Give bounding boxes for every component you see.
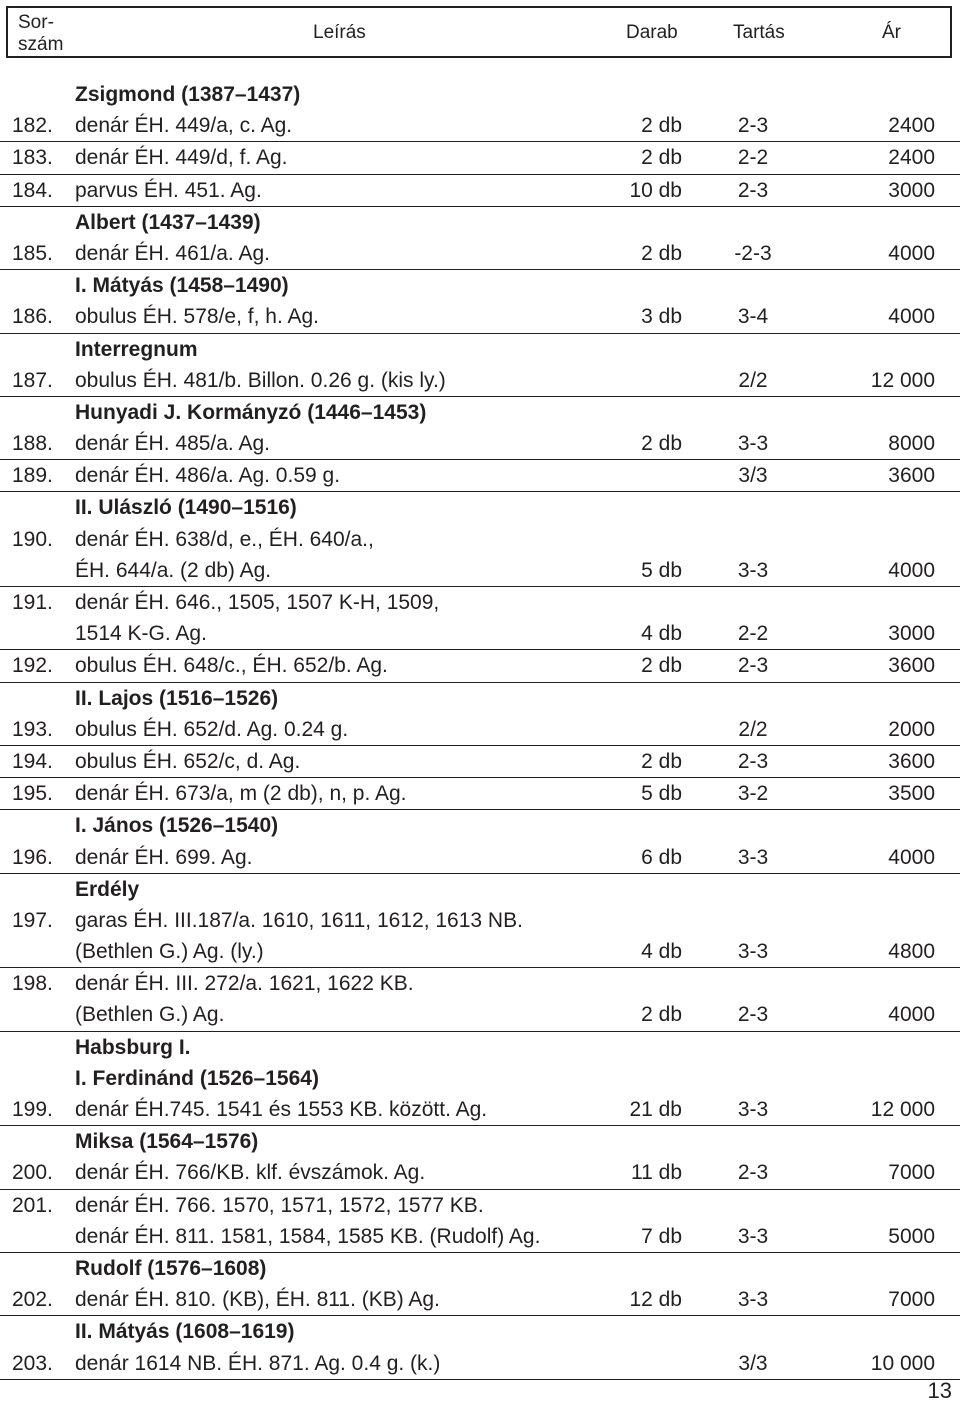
cell-desc: denár ÉH. 449/d, f. Ag.	[75, 146, 288, 170]
table-row	[0, 778, 960, 810]
cell-num: 198.	[12, 972, 53, 996]
cell-darab: 4 db	[641, 940, 682, 964]
section-title: Zsigmond (1387–1437)	[75, 83, 301, 106]
header-tartas: Tartás	[733, 22, 785, 43]
header-darab: Darab	[626, 22, 678, 43]
cell-darab: 3 db	[641, 305, 682, 329]
cell-desc: denár ÉH. 811. 1581, 1584, 1585 KB. (Rudolf) Ag.	[75, 1224, 541, 1248]
cell-darab: 12 db	[629, 1288, 682, 1312]
section-title: Miksa (1564–1576)	[75, 1130, 259, 1154]
cell-tartas: 3/3	[738, 464, 768, 488]
cell-num: 187.	[12, 368, 53, 392]
table-row	[0, 842, 960, 874]
header-ar: Ár	[882, 22, 901, 43]
cell-tartas: 3-3	[737, 1288, 769, 1312]
cell-desc: obulus ÉH. 481/b. Billon. 0.26 g. (kis ly.)	[75, 368, 446, 392]
cell-desc: obulus ÉH. 652/c, d. Ag.	[75, 749, 301, 773]
cell-tartas: 2-3	[737, 749, 769, 773]
cell-ar: 7000	[888, 1288, 935, 1312]
cell-num: 191.	[12, 591, 53, 614]
cell-tartas: 3-3	[737, 432, 769, 456]
cell-num: 188.	[12, 432, 53, 456]
cell-num: 182.	[12, 114, 53, 138]
cell-num: 193.	[12, 717, 53, 741]
section-heading-row	[0, 79, 960, 110]
section-heading-row	[0, 270, 960, 301]
cell-ar: 3000	[888, 178, 935, 202]
cell-desc: denár ÉH. 638/d, e., ÉH. 640/a.,	[75, 527, 374, 551]
cell-ar: 4000	[888, 305, 935, 329]
cell-ar: 2400	[888, 114, 935, 138]
cell-darab: 2 db	[641, 654, 682, 678]
table-row	[0, 618, 960, 650]
cell-ar: 12 000	[870, 368, 935, 392]
header-leiras: Leírás	[313, 22, 366, 43]
table-row	[0, 524, 960, 555]
section-heading-row	[0, 810, 960, 841]
cell-tartas: -2-3	[734, 241, 772, 265]
cell-desc: garas ÉH. III.187/a. 1610, 1611, 1612, 1613 NB.	[75, 908, 523, 932]
table-row	[0, 175, 960, 207]
cell-tartas: 2-3	[737, 1003, 769, 1027]
cell-num: 202.	[12, 1288, 53, 1312]
table-row	[0, 301, 960, 333]
table-row	[0, 460, 960, 492]
table-row	[0, 936, 960, 968]
table-row	[0, 110, 960, 142]
section-title: II. Mátyás (1608–1619)	[75, 1320, 295, 1344]
table-row	[0, 428, 960, 460]
table-row	[0, 905, 960, 936]
cell-darab: 21 db	[629, 1098, 682, 1121]
cell-desc: (Bethlen G.) Ag. (ly.)	[75, 940, 264, 964]
section-heading-row	[0, 1063, 960, 1094]
cell-tartas: 3-3	[737, 845, 769, 869]
table-row	[0, 1157, 960, 1189]
table-row	[0, 587, 960, 618]
table-row	[0, 365, 960, 397]
cell-darab: 10 db	[629, 178, 682, 202]
cell-tartas: 2-3	[737, 654, 769, 678]
cell-darab: 2 db	[641, 432, 682, 456]
cell-darab: 5 db	[641, 782, 682, 806]
cell-darab: 4 db	[641, 622, 682, 646]
table-row	[0, 238, 960, 270]
table-row	[0, 1190, 960, 1221]
cell-num: 197.	[12, 908, 53, 932]
page-number: 13	[927, 1378, 952, 1403]
cell-desc: denár ÉH. 810. (KB), ÉH. 811. (KB) Ag.	[75, 1288, 440, 1312]
cell-darab: 2 db	[641, 749, 682, 773]
cell-num: 192.	[12, 654, 53, 678]
cell-tartas: 3-4	[737, 305, 769, 329]
section-title: II. Ulászló (1490–1516)	[75, 496, 297, 520]
section-heading-row	[0, 1316, 960, 1347]
cell-num: 190.	[12, 527, 53, 551]
section-heading-row	[0, 334, 960, 365]
section-heading-row	[0, 492, 960, 523]
cell-ar: 4000	[888, 1003, 935, 1027]
cell-desc: ÉH. 644/a. (2 db) Ag.	[75, 558, 272, 582]
header-sorszam-line2: szám	[18, 34, 64, 55]
cell-tartas: 3-3	[737, 1098, 769, 1121]
table-row	[0, 142, 960, 174]
section-heading-row	[0, 1032, 960, 1063]
section-heading-row	[0, 874, 960, 905]
catalog-list	[0, 79, 960, 1380]
cell-ar: 10 000	[870, 1351, 935, 1375]
table-row	[0, 650, 960, 682]
section-heading-row	[0, 207, 960, 238]
cell-num: 183.	[12, 146, 53, 170]
section-title: Erdély	[75, 877, 140, 901]
section-title: I. Ferdinánd (1526–1564)	[75, 1066, 319, 1090]
table-row	[0, 1284, 960, 1316]
section-title: II. Lajos (1516–1526)	[75, 686, 279, 710]
section-title: Hunyadi J. Kormányzó (1446–1453)	[75, 400, 427, 424]
cell-num: 199.	[12, 1098, 53, 1121]
cell-ar: 4800	[888, 940, 935, 964]
cell-tartas: 2-3	[737, 1161, 769, 1185]
section-title: I. János (1526–1540)	[75, 814, 279, 838]
cell-ar: 3600	[888, 464, 935, 488]
section-title: I. Mátyás (1458–1490)	[75, 274, 289, 298]
cell-darab: 5 db	[641, 558, 682, 582]
cell-desc: (Bethlen G.) Ag.	[75, 1003, 225, 1027]
cell-ar: 4000	[888, 845, 935, 869]
cell-desc: denár ÉH. 646., 1505, 1507 K-H, 1509,	[75, 591, 440, 614]
cell-ar: 3500	[888, 782, 935, 806]
cell-desc: parvus ÉH. 451. Ag.	[75, 178, 262, 202]
cell-tartas: 2-2	[737, 146, 769, 170]
cell-darab: 2 db	[641, 114, 682, 138]
cell-darab: 7 db	[641, 1224, 682, 1248]
cell-ar: 5000	[888, 1224, 935, 1248]
cell-tartas: 3-3	[737, 558, 769, 582]
cell-desc: denár ÉH. 766/KB. klf. évszámok. Ag.	[75, 1161, 426, 1185]
cell-ar: 7000	[888, 1161, 935, 1185]
cell-desc: denár ÉH. 766. 1570, 1571, 1572, 1577 KB.	[75, 1193, 484, 1217]
cell-ar: 3600	[888, 654, 935, 678]
cell-ar: 3600	[888, 749, 935, 773]
cell-tartas: 3-3	[737, 1224, 769, 1248]
cell-tartas: 2-3	[737, 114, 769, 138]
cell-tartas: 2/2	[738, 717, 768, 741]
cell-num: 201.	[12, 1193, 53, 1217]
table-row	[0, 999, 960, 1031]
cell-darab: 11 db	[631, 1161, 682, 1185]
cell-darab: 6 db	[641, 845, 682, 869]
cell-num: 200.	[12, 1161, 53, 1185]
cell-desc: denár ÉH. III. 272/a. 1621, 1622 KB.	[75, 972, 414, 996]
table-row	[0, 1221, 960, 1253]
cell-desc: obulus ÉH. 578/e, f, h. Ag.	[75, 305, 319, 329]
table-row	[0, 1348, 960, 1380]
cell-desc: denár ÉH. 485/a. Ag.	[75, 432, 270, 456]
cell-desc: 1514 K-G. Ag.	[75, 622, 207, 646]
cell-ar: 2000	[888, 717, 935, 741]
cell-tartas: 3-2	[737, 782, 769, 806]
cell-num: 186.	[12, 305, 53, 329]
cell-desc: denár ÉH. 673/a, m (2 db), n, p. Ag.	[75, 782, 407, 806]
cell-ar: 2400	[888, 146, 935, 170]
section-title: Rudolf (1576–1608)	[75, 1256, 267, 1280]
cell-darab: 2 db	[641, 146, 682, 170]
cell-desc: denár 1614 NB. ÉH. 871. Ag. 0.4 g. (k.)	[75, 1351, 441, 1375]
cell-ar: 4000	[888, 241, 935, 265]
header-sorszam	[18, 12, 63, 56]
cell-darab: 2 db	[641, 1003, 682, 1027]
cell-tartas: 3/3	[738, 1351, 768, 1375]
table-row	[0, 555, 960, 587]
cell-desc: obulus ÉH. 652/d. Ag. 0.24 g.	[75, 717, 349, 741]
cell-ar: 8000	[888, 432, 935, 456]
cell-desc: denár ÉH. 449/a, c. Ag.	[75, 114, 293, 138]
header-sorszam-line1: Sor-	[18, 12, 54, 33]
section-title: Habsburg I.	[75, 1035, 191, 1059]
cell-ar: 4000	[888, 558, 935, 582]
cell-num: 196.	[12, 845, 53, 869]
cell-num: 184.	[12, 178, 53, 202]
cell-desc: denár ÉH. 461/a. Ag.	[75, 241, 270, 265]
section-heading-row	[0, 1253, 960, 1284]
table-row	[0, 968, 960, 999]
cell-desc: obulus ÉH. 648/c., ÉH. 652/b. Ag.	[75, 654, 388, 678]
cell-ar: 3000	[888, 622, 935, 646]
cell-num: 194.	[12, 749, 53, 773]
cell-num: 203.	[12, 1351, 53, 1375]
table-row	[0, 1094, 960, 1126]
section-heading-row	[0, 397, 960, 428]
table-header	[6, 6, 952, 58]
cell-num: 185.	[12, 241, 53, 265]
table-row	[0, 746, 960, 778]
cell-num: 195.	[12, 782, 53, 806]
section-title: Albert (1437–1439)	[75, 210, 261, 234]
cell-tartas: 3-3	[737, 940, 769, 964]
cell-desc: denár ÉH. 486/a. Ag. 0.59 g.	[75, 464, 341, 488]
cell-darab: 2 db	[641, 241, 682, 265]
table-row	[0, 714, 960, 746]
cell-tartas: 2-3	[737, 178, 769, 202]
cell-ar: 12 000	[870, 1098, 935, 1121]
section-title: Interregnum	[75, 337, 198, 361]
cell-tartas: 2-2	[737, 622, 769, 646]
cell-num: 189.	[12, 464, 53, 488]
section-heading-row	[0, 1126, 960, 1157]
cell-desc: denár ÉH. 699. Ag.	[75, 845, 253, 869]
section-heading-row	[0, 683, 960, 714]
cell-desc: denár ÉH.745. 1541 és 1553 KB. között. Ag.	[75, 1098, 488, 1121]
cell-tartas: 2/2	[738, 368, 768, 392]
